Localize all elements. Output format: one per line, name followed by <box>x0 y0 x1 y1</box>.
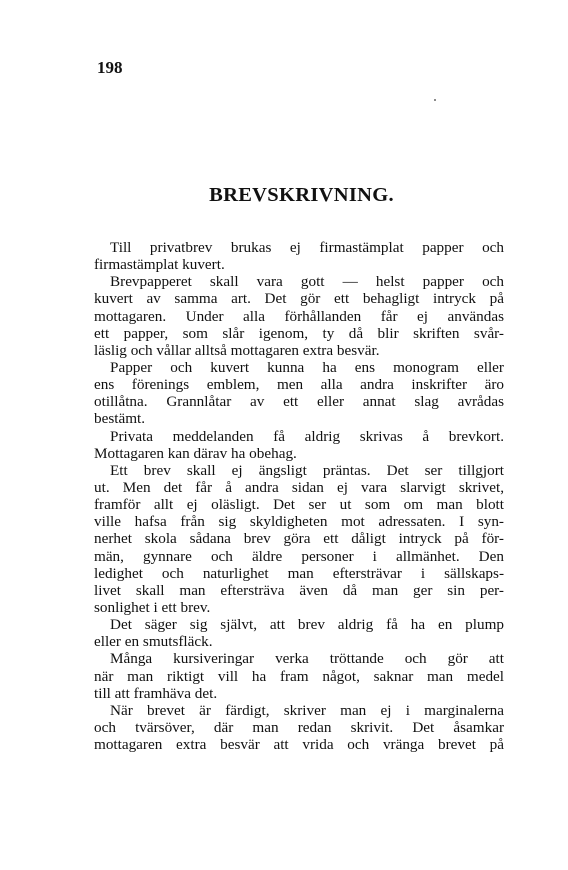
text-line: otillåtna. Grannlåtar av ett eller annat slag avrådas <box>94 393 504 411</box>
paragraph <box>94 428 504 462</box>
text-line: Till privatbrev brukas ej firmastämplat papper och <box>110 239 504 256</box>
text-line: Ett brev skall ej ängsligt präntas. Det ser tillgjort <box>110 461 504 479</box>
paragraph <box>94 239 504 273</box>
text-line: Mottagaren kan därav ha obehag. <box>94 444 297 462</box>
text-line: Många kursiveringar verka tröttande och gör att <box>110 650 504 668</box>
text-line: läslig och vållar alltså mottagaren extra besvär. <box>94 341 380 359</box>
text-line: ens förenings emblem, men alla andra inskrifter äro <box>94 376 504 394</box>
text-line: ledighet och naturlighet man eftersträvar i sällskaps- <box>94 564 504 582</box>
text-line: när man riktigt vill ha fram något, saknar man medel <box>94 667 504 685</box>
text-line: När brevet är färdigt, skriver man ej i marginalerna <box>110 701 504 719</box>
paragraph <box>94 616 504 650</box>
text-line: Privata meddelanden få aldrig skrivas å brevkort. <box>110 427 504 445</box>
text-line: Papper och kuvert kunna ha ens monogram eller <box>110 358 504 376</box>
text-line: firmastämplat kuvert. <box>94 256 225 274</box>
paragraph <box>94 462 504 616</box>
paragraph <box>94 702 504 753</box>
body-text <box>94 239 504 753</box>
text-line: framför allt ej oläsligt. Det ser ut som om man blott <box>94 496 504 514</box>
text-line: Brevpapperet skall vara gott — helst papper och <box>110 273 504 291</box>
text-line: till att framhäva det. <box>94 684 218 702</box>
paragraph <box>94 359 504 428</box>
chapter-title: BREVSKRIVNING. <box>209 184 394 206</box>
paragraph <box>94 650 504 701</box>
text-line: och tvärsöver, där man redan skrivit. Det åsamkar <box>94 718 504 736</box>
text-line: eller en smutsfläck. <box>94 633 213 651</box>
text-line: mottagaren. Under alla förhållanden får ej användas <box>94 307 504 325</box>
paragraph <box>94 273 504 359</box>
text-line: bestämt. <box>94 410 146 428</box>
text-line: kuvert av samma art. Det gör ett behagligt intryck på <box>94 290 504 308</box>
page-number: 198 <box>97 58 123 77</box>
text-line: livet skall man eftersträva även då man ger sin per- <box>94 581 504 599</box>
text-line: ville hafsa från sig skyldigheten mot adressaten. I syn- <box>94 513 504 531</box>
print-speck <box>434 99 436 101</box>
text-line: nerhet skola sådana brev göra ett dåligt intryck på för- <box>94 530 504 548</box>
text-line: män, gynnare och äldre personer i allmänhet. Den <box>94 547 504 565</box>
text-line: sonlighet i ett brev. <box>94 598 211 616</box>
text-line: Det säger sig självt, att brev aldrig få ha en plump <box>110 616 504 634</box>
text-line: mottagaren extra besvär att vrida och vränga brevet på <box>94 736 504 754</box>
text-line: ett papper, som slår igenom, ty då blir skriften svår- <box>94 324 504 342</box>
text-line: ut. Men det får å andra sidan ej vara slarvigt skrivet, <box>94 478 504 496</box>
